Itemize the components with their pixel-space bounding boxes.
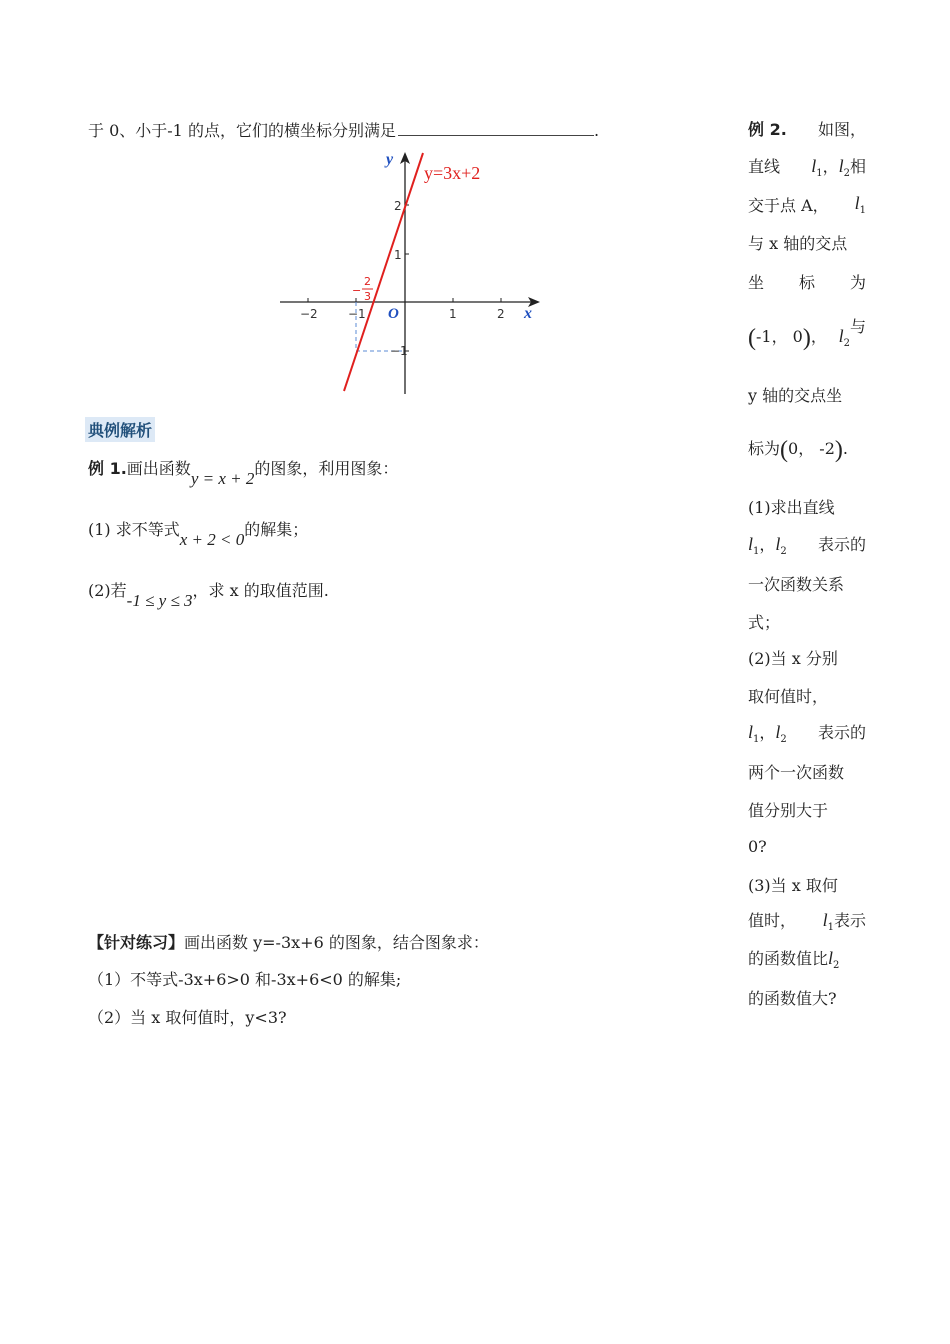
example2-q1c: 一次函数关系 [748,575,845,594]
coord-char-3: 为 [849,273,866,292]
example1-question1 [88,517,309,549]
example2-q3e: 的函数值大? [748,989,837,1008]
comma-b: ， [810,327,827,346]
q2-suffix: ，求 x 的取值范围. [192,581,329,600]
intercept-numerator: 2 [364,275,371,288]
intercept-minus: − [352,284,362,297]
coord-char-1: 坐 [748,273,765,292]
l1-sub-e: 1 [827,922,834,934]
ex2-line-a: 直线 [748,157,781,176]
example2-q2e: 值分别大于 [748,801,829,820]
example2-line7: y 轴的交点坐 [748,386,843,405]
example2-q2a: (2)当 x 分别 [748,649,838,668]
example1-label: 例 1. [88,459,127,478]
tick-x-2: 2 [497,307,505,321]
example2-q3a: (3)当 x 取何 [748,876,838,895]
intercept-denominator: 3 [364,290,371,303]
example2-head-text: 如图， [817,120,866,139]
q3c-text: 表示 [833,911,866,930]
q1-suffix: 的解集； [244,520,309,539]
tick-x-1: 1 [449,307,457,321]
example2-q1d: 式； [748,613,781,632]
point1: -1， 0 [756,327,803,346]
practice-question2: （2）当 x 取何值时，y<3? [88,1008,287,1027]
point2: 0， -2 [788,439,835,458]
example1-statement [88,456,399,488]
example2-line5 [748,270,866,293]
l2-symbol: l [838,156,844,176]
practice-label: 【针对练习】 [88,933,185,952]
example1-text-a: 画出函数 [126,459,191,478]
l2-symbol-d: l [775,722,781,742]
q1-formula: x + 2 < 0 [179,530,245,549]
q2-formula: -1 ≤ y ≤ 3 [126,591,193,610]
answer-blank[interactable] [398,119,594,136]
example2-line4: 与 x 轴的交点 [748,234,848,253]
example2-q3d [748,946,866,971]
comma-d: ， [759,723,776,742]
example2-line2 [748,154,866,179]
dot: . [842,439,848,458]
intro-text: 于 0、小于-1 的点，它们的横坐标分别满足 [88,121,396,140]
l1-sub-c: 1 [753,546,760,558]
practice-statement [88,930,489,953]
q1-prefix: (1) 求不等式 [88,520,180,539]
tick-y-2: 2 [394,199,402,213]
l2-sub-e: 2 [833,960,840,972]
origin-label: O [388,306,399,322]
l1-sub: 1 [816,168,823,180]
q2c-text: 表示的 [817,723,866,742]
l2-sub-b: 2 [843,338,850,350]
coord2-text: 标为 [748,439,781,458]
example2-q3b [748,908,866,933]
l2-sub-c: 2 [780,546,787,558]
example1-formula: y = x + 2 [190,469,255,488]
intro-end: . [593,121,600,140]
l1-sub-d: 1 [753,734,760,746]
example1-text-b: 的图象，利用图象： [254,459,399,478]
x-axis-label: x [524,305,532,322]
l2-symbol-e: l [828,948,834,968]
example2-q1a: (1)求出直线 [748,498,835,517]
l2-symbol-b: l [838,326,844,346]
example2-q2d: 两个一次函数 [748,763,845,782]
l1-symbol-b: l [854,193,860,213]
ex2-intersect: 交于点 A， [748,196,829,215]
example2-line3 [748,193,866,216]
q1b-text: 表示的 [817,535,866,554]
example2-q2f: 0? [748,837,767,856]
q2-prefix: (2)若 [88,581,127,600]
intro-line [88,118,599,141]
tick-y-1: 1 [394,248,402,262]
l1-symbol-d: l [748,722,754,742]
q3b-text: 值时， [748,911,797,930]
l1-symbol-c: l [748,534,754,554]
graph-figure [278,148,548,400]
practice-text: 画出函数 y=-3x+6 的图象，结合图象求： [184,933,489,952]
section-title: 典例解析 [85,417,155,442]
l2-sub-d: 2 [780,734,787,746]
example2-line8: 标为(0， -2). [748,437,848,463]
tick-x-neg2: −2 [300,307,318,321]
coord-char-2: 标 [798,273,815,292]
line-equation-label: y=3x+2 [424,163,481,183]
tick-y-neg1: −1 [390,344,408,358]
y-axis-label: y [386,151,394,168]
l1-symbol: l [811,156,817,176]
example2-head [748,117,866,140]
example2-q2b: 取何值时， [748,687,829,706]
practice-question1: （1）不等式-3x+6>0 和-3x+6<0 的解集; [88,970,402,989]
example2-q2c [748,720,866,745]
l1-symbol-e: l [822,910,828,930]
l2-symbol-c: l [775,534,781,554]
example2-line6: (-1， 0)， $l_2$与 [748,317,866,351]
q3d-text: 的函数值比 [748,949,829,968]
comma: ， [822,157,839,176]
comma-c: ， [759,535,776,554]
example2-label: 例 2. [748,120,787,139]
ex2-line-b: 相 [849,157,866,176]
example2-q1b [748,532,866,557]
l2-sub: 2 [843,168,850,180]
l1-sub-b: 1 [859,205,866,217]
graph-line [344,153,423,391]
example1-question2 [88,578,329,610]
tick-x-neg1: −1 [348,307,366,321]
with-text: 与 [849,317,866,336]
